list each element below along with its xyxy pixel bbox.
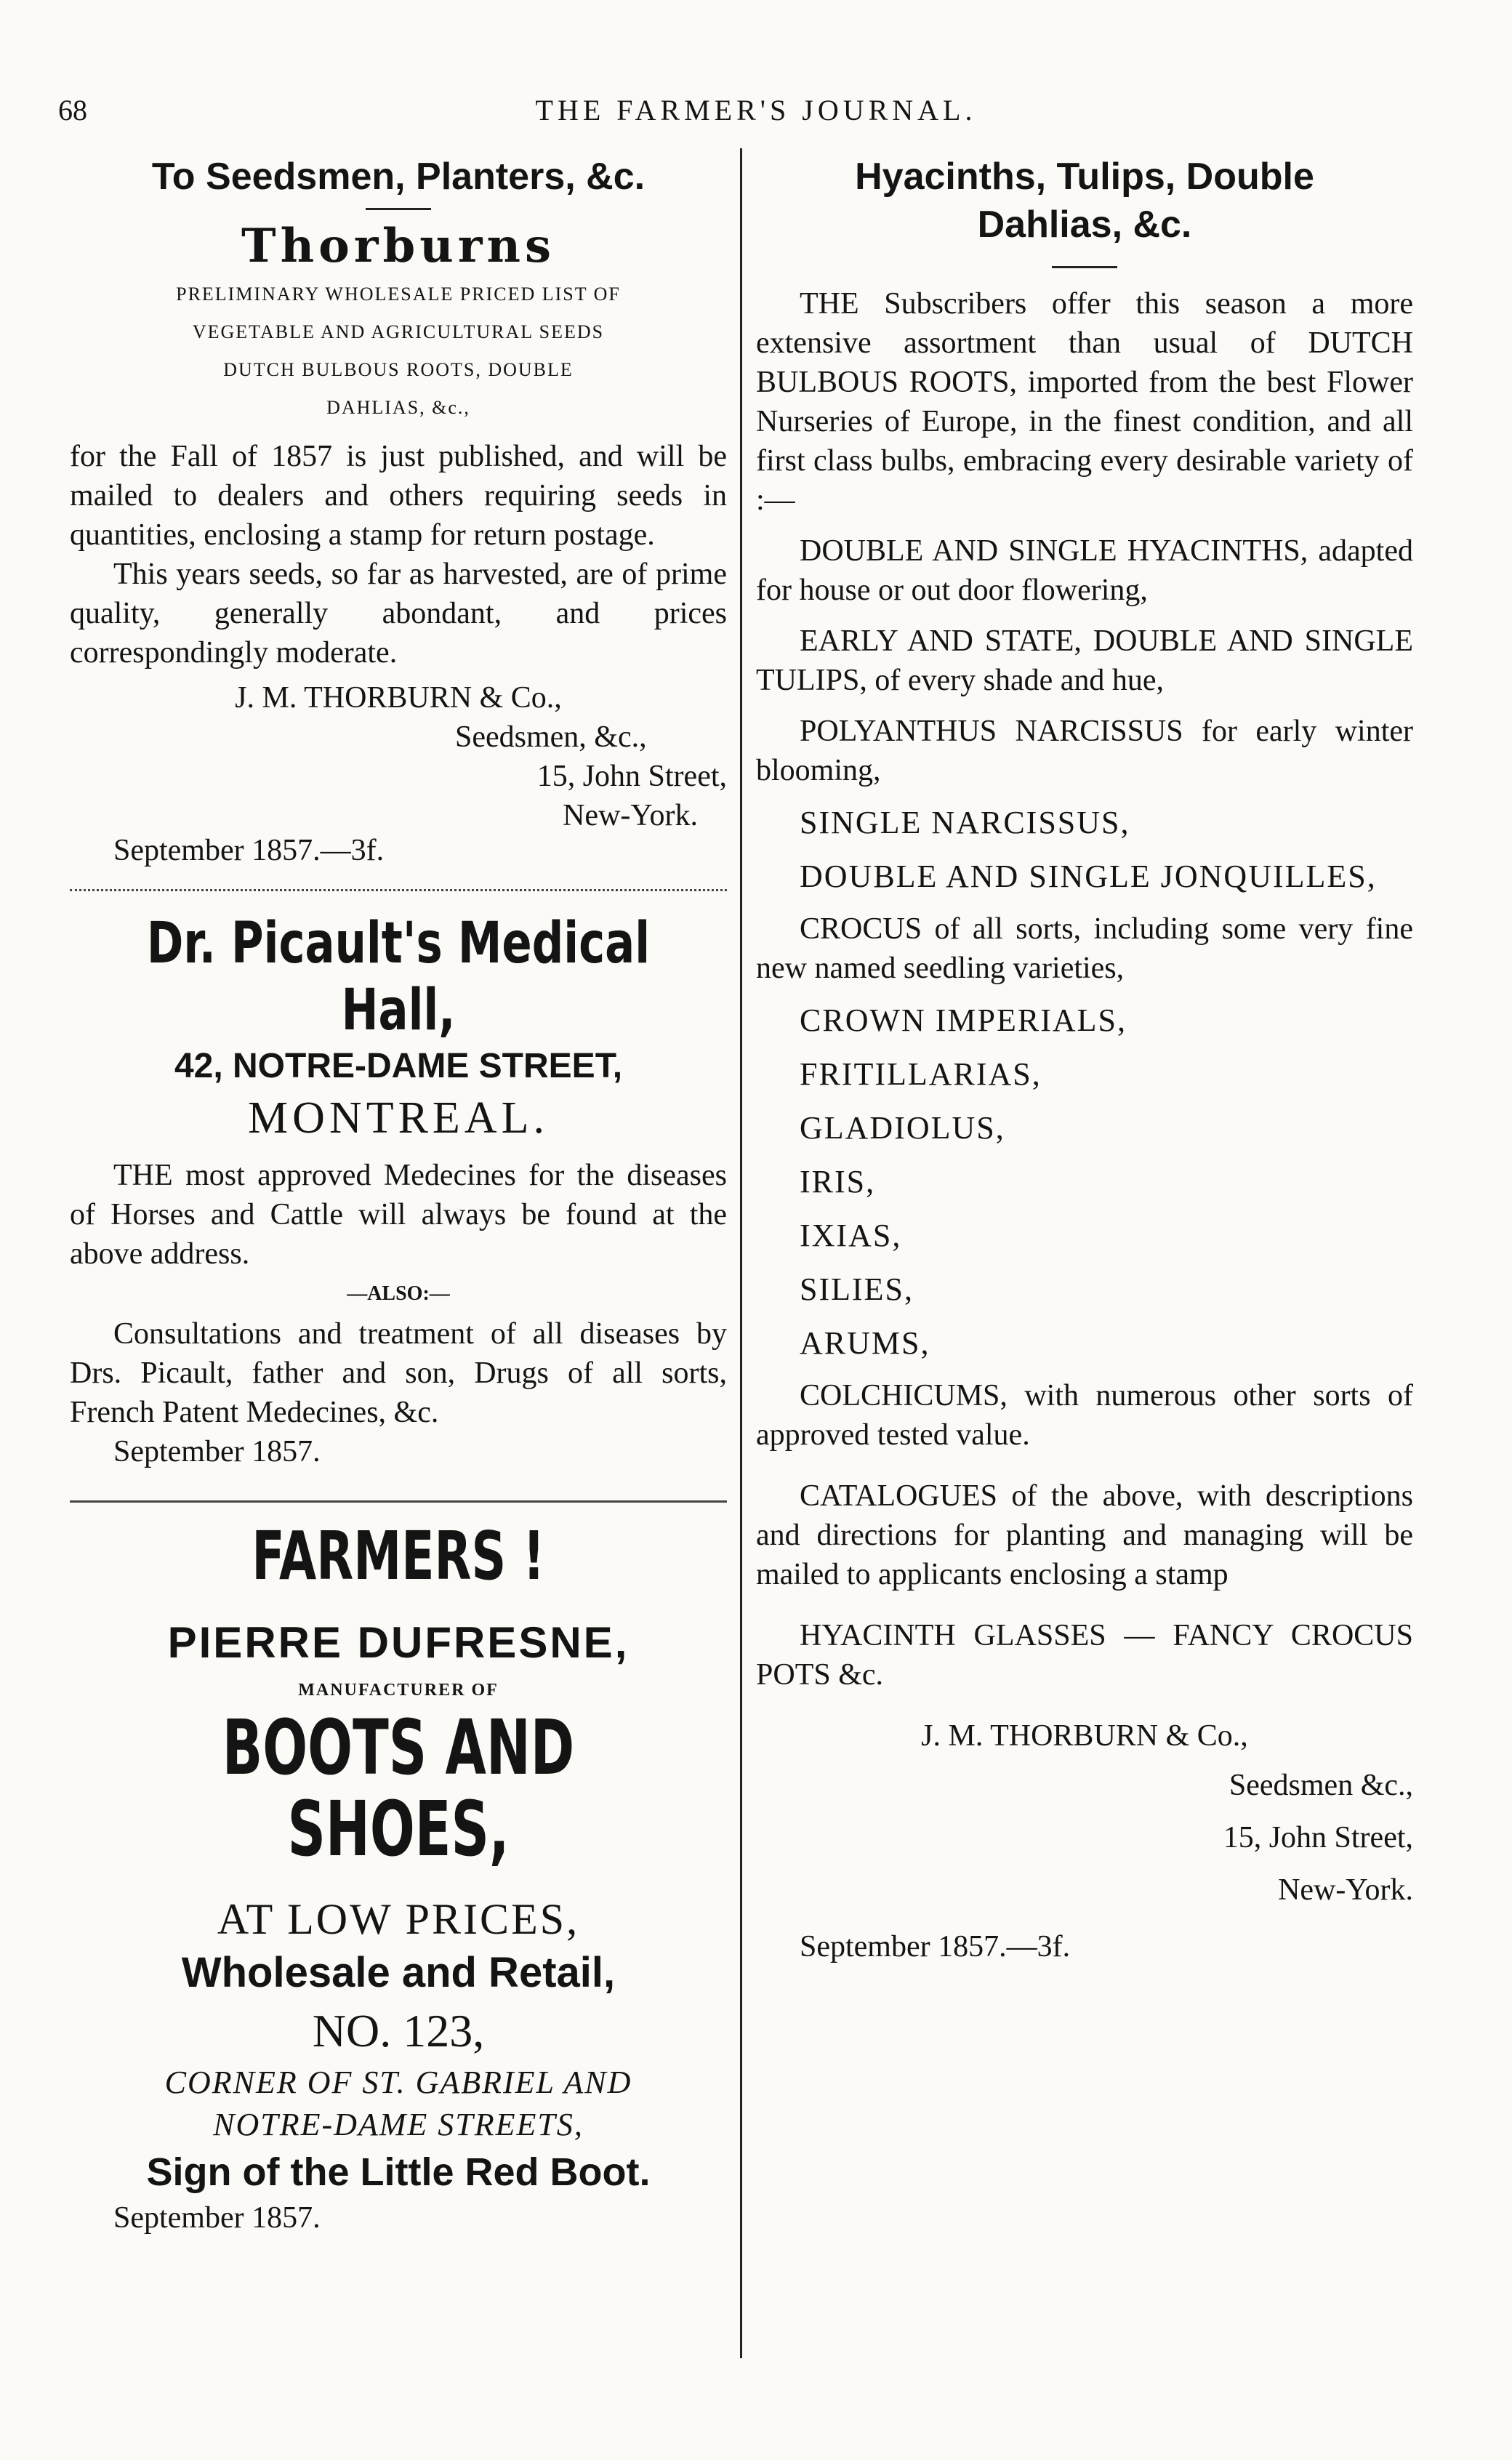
list-item: DOUBLE AND SINGLE HYACINTHS, adapted for house or out door flowering,	[756, 534, 1413, 607]
body-paragraph: THE most approved Medecines for the diseases of Horses and Cattle will always be found at the above address.	[70, 1159, 727, 1271]
subtitle-line: PRELIMINARY WHOLESALE PRICED LIST OF	[176, 284, 621, 305]
bulbs-heading-1: Hyacinths, Tulips, Double	[855, 156, 1314, 198]
list-item: POLYANTHUS NARCISSUS for early winter blooming,	[756, 715, 1413, 787]
boot-shop-advertisement	[70, 1517, 727, 2238]
list-item: CROWN IMPERIALS,	[800, 1002, 1127, 1038]
list-item: FRITILLARIAS,	[800, 1056, 1042, 1092]
signature-city: New-York.	[1278, 1873, 1413, 1907]
trade-line: Wholesale and Retail,	[181, 1949, 616, 1996]
ad-date: September 1857.	[113, 1435, 321, 1468]
product-line: BOOTS AND SHOES,	[222, 1703, 575, 1873]
dotted-divider	[70, 889, 727, 891]
page-number: 68	[58, 94, 87, 126]
body-paragraph: Consultations and treatment of all diseases by Drs. Picault, father and son, Drugs of all sorts, French Patent Medecines, &c.	[70, 1317, 727, 1429]
farmers-headline: FARMERS !	[252, 1517, 545, 1595]
list-subtitle	[70, 276, 727, 427]
ad-date: September 1857.	[113, 2201, 321, 2235]
list-item: DOUBLE AND SINGLE JONQUILLES,	[800, 859, 1377, 894]
farmers-headline-wrap	[70, 1517, 727, 1612]
medical-hall-title-text: Dr. Picault's Medical Hall,	[146, 911, 651, 1043]
ad-heading: To Seedsmen, Planters, &c.	[151, 156, 646, 198]
short-rule	[366, 208, 431, 210]
list-item: COLCHICUMS, with numerous other sorts of approved tested value.	[756, 1379, 1413, 1452]
right-column	[756, 153, 1413, 1966]
seed-advertisement	[70, 153, 727, 870]
hall-city: MONTREAL.	[248, 1093, 549, 1143]
list-item: SILIES,	[800, 1271, 914, 1307]
list-item: GLADIOLUS,	[800, 1110, 1005, 1146]
page-header	[58, 93, 1454, 137]
bulbs-heading-2: Dahlias, &c.	[977, 204, 1192, 246]
bulb-list	[756, 531, 1413, 1695]
body-paragraph: for the Fall of 1857 is just published, and will be mailed to dealers and others requiring seeds in quantities, enclosing a stamp for return postage.	[70, 440, 727, 552]
running-head: THE FARMER'S JOURNAL.	[535, 94, 977, 126]
medical-hall-title	[70, 910, 727, 1044]
ad-date: September 1857.—3f.	[113, 834, 385, 867]
signature-address: 15, John Street,	[536, 760, 727, 793]
shop-address-2: NOTRE-DAME STREETS,	[213, 2107, 584, 2142]
list-item: SINGLE NARCISSUS,	[800, 805, 1130, 840]
signature-address: 15, John Street,	[1223, 1821, 1413, 1854]
product-line-wrap	[70, 1703, 727, 1893]
body-paragraph: This years seeds, so far as harvested, are of prime quality, generally abondant, and prices correspondingly moderate.	[70, 558, 727, 670]
subtitle-line: DAHLIAS, &c.,	[326, 397, 470, 418]
list-item: IRIS,	[800, 1164, 876, 1199]
signature-name: J. M. THORBURN & Co.,	[921, 1719, 1248, 1753]
list-item: CATALOGUES of the above, with descriptions and directions for planting and managing will be mailed to applicants enclosing a stamp	[756, 1479, 1413, 1591]
list-item: HYACINTH GLASSES — FANCY CROCUS POTS &c.	[756, 1619, 1413, 1692]
column-divider	[740, 148, 742, 2358]
prices-line: AT LOW PRICES,	[217, 1895, 580, 1943]
list-item: CROCUS of all sorts, including some very fine new named seedling varieties,	[756, 912, 1413, 985]
brand-title: Thorburns	[241, 219, 556, 273]
left-column	[70, 153, 727, 2238]
list-item: EARLY AND STATE, DOUBLE AND SINGLE TULIPS, of every shade and hue,	[756, 624, 1413, 697]
medical-hall-advertisement	[70, 910, 727, 1471]
shop-sign: Sign of the Little Red Boot.	[146, 2150, 651, 2194]
also-label: —ALSO:—	[347, 1282, 450, 1305]
intro-paragraph: THE Subscribers offer this season a more extensive assortment than usual of DUTCH BULBOUS ROOTS, imported from the best Flower Nurseries of Europe, in the finest condition, and all first class bulbs, embracing every desirable variety of :—	[756, 287, 1413, 517]
signature-name: J. M. THORBURN & Co.,	[235, 681, 562, 715]
subtitle-line: DUTCH BULBOUS ROOTS, DOUBLE	[223, 359, 574, 380]
signature-title: Seedsmen &c.,	[1228, 1769, 1413, 1802]
short-rule	[1052, 266, 1117, 268]
manufacturer-label: MANUFACTURER OF	[298, 1681, 499, 1700]
shop-number: NO. 123,	[312, 2005, 485, 2057]
subtitle-line: VEGETABLE AND AGRICULTURAL SEEDS	[192, 321, 605, 342]
section-divider	[70, 1500, 727, 1503]
signature-city: New-York.	[563, 799, 698, 832]
list-item: IXIAS,	[800, 1218, 902, 1253]
signature-title: Seedsmen, &c.,	[455, 720, 647, 754]
list-item: ARUMS,	[800, 1325, 930, 1361]
hall-street: 42, NOTRE-DAME STREET,	[174, 1047, 623, 1085]
shop-address-1: CORNER OF ST. GABRIEL AND	[164, 2065, 632, 2100]
merchant-name: PIERRE DUFRESNE,	[167, 1618, 630, 1667]
ad-date: September 1857.—3f.	[800, 1930, 1071, 1963]
